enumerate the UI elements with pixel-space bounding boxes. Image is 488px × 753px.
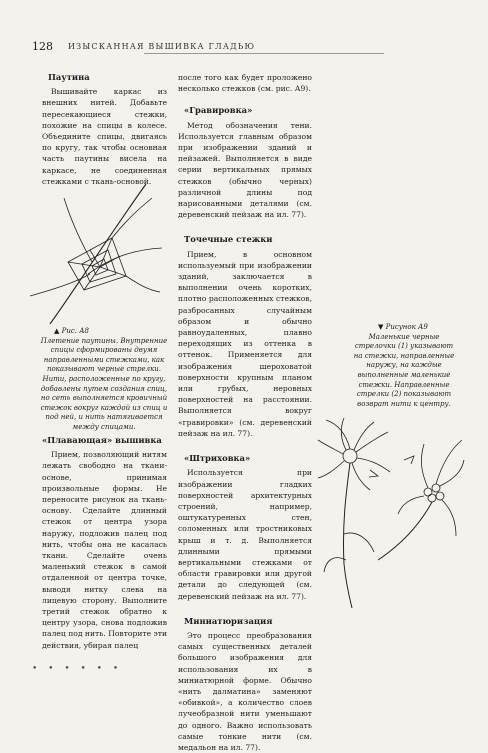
text-floating: Прием, позволяющий нитям лежать свободно на ткани-основе, принимая произвольные формы. Не переносите рисунок на ткань-основу. Сделайте длинный стежок от центра узора наружу, подложив палец под нить, чтобы она не касалась ткани. Сделайте очень маленький стежок в самой отдаленной от центра точке, выводя нитку слева на лицевую сторону. Выполните третий стежок обратно к центру узора, снова подложив палец под нить. Повторите эти действия, убирая палец [42,450,168,650]
left-column-lower [42,431,167,651]
text-shtrikhovka: Используется при изображении гладких поверхностей архитектурных строений, например, оштукатуренных стен, соломенных или тростниковых крыш и т. д. Выполняется длинными прямыми вертикальными стежками от области гравировки или другой детали до следующей (см. деревенский пейзаж на ил. 77). [178,468,312,601]
heading-pautina: Паутина [48,72,90,82]
left-column [42,68,167,187]
heading-shtrikhovka: «Штриховка» [184,453,251,464]
text-continuation: после того как будет проложено несколько стежков (см. рис. А9). [178,73,312,94]
text-pautina: Вышивайте каркас из внешних нитей. Добавьте пересекающиеся стежки, похожие на спицы в колесе. Объедините спицы, двигаясь по кругу, так чтобы основная часть паутины висела на каркасе, не соединенная стежками с ткань-основой. [42,87,167,186]
middle-column [178,72,312,753]
footer-dots: • • • • • • [32,664,123,674]
page-header [32,40,372,56]
figure-a8-caption [40,327,168,433]
figure-a8-label: ▲ Рис. А8 [54,327,89,335]
figure-a9-caption [350,323,458,409]
running-title: ИЗЫСКАННАЯ ВЫШИВКА ГЛАДЬЮ [68,42,256,51]
figure-a9-label: ▼ Рисунок А9 [378,323,428,331]
heading-floating: «Плавающая» вышивка [42,435,162,445]
heading-miniatyurizatsiya: Миниатюризация [184,615,273,626]
figure-flowers [316,414,466,610]
figure-a9-text: Маленькие черные стрелочки (1) указывают на стежки, направленные наружу, на каждые выполненные маленькие стежки. Направленные стрелки (2) показывают возврат нити к центру. [353,332,455,408]
page-number: 128 [32,40,53,53]
text-tochechnye: Прием, в основном используемый при изображении зданий, заключается в выполнении очень коротких, плотно расположенных стежков, разбросанных случайным образом и обычно равноудаленных, плавно переходящих из оттенка в оттенок. Применяется для изображения шероховатой поверхности крупным планом или грубых, неровных поверхностей на расстоянии. Выполняется вокруг «гравировки» (см. деревенский пейзаж на ил. 77). [178,249,312,438]
heading-tochechnye: Точечные стежки [184,234,273,245]
text-gravirovka: Метод обозначения тени. Используется главным образом при изображении зданий и пейзажей. Выполняется в виде серии вертикальных прямых стежков (обычно черных) различной длины под нарисованными деталями (см. деревенский пейзаж на ил. 77). [178,120,312,220]
header-rule [144,53,384,54]
text-miniatyurizatsiya: Это процесс преобразования самых существенных деталей большого изображения для использования их в миниатюрной форме. Обычно «нить далматина» заменяют «обивкой», а количество слоев лучеобразной нити уменьшают до одного. Важно использовать самые тонкие нити (см. медальон на ил. 77). [178,630,312,752]
figure-a8-text: Плетение паутины. Внутренние спицы сформированы двумя направленными стежками, как показывают черные стрелки. Нити, расположенные по кругу, добавлены путем создания спиц, но сеть выполняется кровичный стежок вокруг каждой из спиц и под ней, и нить натягивается между спицами. [40,336,168,431]
figure-spiderweb [28,178,168,326]
heading-gravirovka: «Гравировка» [184,105,253,116]
